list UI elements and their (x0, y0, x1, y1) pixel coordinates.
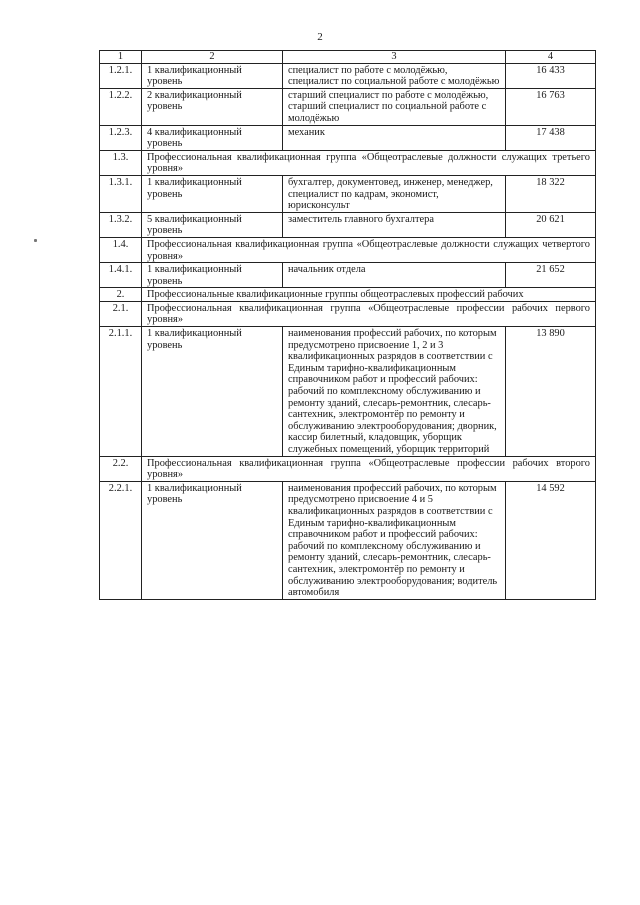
salary-value: 21 652 (506, 263, 596, 288)
table-row (100, 175, 596, 212)
row-number: 1.3.1. (100, 175, 142, 212)
table-row (100, 63, 596, 88)
row-number: 2.1. (100, 301, 142, 326)
row-number: 1.4.1. (100, 263, 142, 288)
position-names: начальник отдела (283, 263, 506, 288)
row-number: 2.2.1. (100, 481, 142, 599)
scan-artifact-dot (34, 239, 37, 242)
group-title: Профессиональная квалификационная группа «Общеотраслевые профессии рабочих второго уровня» (142, 456, 596, 481)
table-header-row (100, 51, 596, 64)
salary-value: 16 433 (506, 63, 596, 88)
table-row (100, 125, 596, 150)
page-number: 2 (317, 31, 323, 43)
qualification-level: 2 квалификационный уровень (142, 88, 283, 125)
table-row (100, 212, 596, 237)
qualification-level: 5 квалификационный уровень (142, 212, 283, 237)
salary-table (99, 50, 596, 600)
row-number: 2. (100, 288, 142, 302)
position-names: механик (283, 125, 506, 150)
qualification-level: 1 квалификационный уровень (142, 63, 283, 88)
row-number: 1.3.2. (100, 212, 142, 237)
header-cell: 1 (100, 51, 142, 64)
group-row (100, 456, 596, 481)
header-cell: 3 (283, 51, 506, 64)
row-number: 1.2.3. (100, 125, 142, 150)
group-title: Профессиональная квалификационная группа «Общеотраслевые профессии рабочих первого уровня» (142, 301, 596, 326)
qualification-level: 1 квалификационный уровень (142, 175, 283, 212)
row-number: 1.2.1. (100, 63, 142, 88)
group-row (100, 301, 596, 326)
salary-value: 14 592 (506, 481, 596, 599)
header-cell: 2 (142, 51, 283, 64)
group-row (100, 237, 596, 262)
position-names: наименования профессий рабочих, по которым предусмотрено присвоение 4 и 5 квалификационных разрядов в соответствии с Единым тарифно-квалификационным справочником работ и профессий рабочих: рабочий по комплексному обслуживанию и ремонту зданий, слесарь-ремонтник, слесарь-сантехник, электромонтёр по ремонту и обслуживанию электрооборудования; водитель автомобиля (283, 481, 506, 599)
qualification-level: 1 квалификационный уровень (142, 263, 283, 288)
qualification-level: 1 квалификационный уровень (142, 481, 283, 599)
group-row (100, 150, 596, 175)
group-title: Профессиональная квалификационная группа «Общеотраслевые должности служащих третьего уровня» (142, 150, 596, 175)
row-number: 1.3. (100, 150, 142, 175)
row-number: 1.4. (100, 237, 142, 262)
group-title: Профессиональные квалификационные группы общеотраслевых профессий рабочих (142, 288, 596, 302)
group-row (100, 288, 596, 302)
salary-value: 17 438 (506, 125, 596, 150)
position-names: специалист по работе с молодёжью, специалист по социальной работе с молодёжью (283, 63, 506, 88)
group-title: Профессиональная квалификационная группа «Общеотраслевые должности служащих четвертого уровня» (142, 237, 596, 262)
qualification-level: 4 квалификационный уровень (142, 125, 283, 150)
position-names: бухгалтер, документовед, инженер, менеджер, специалист по кадрам, экономист, юрисконсульт (283, 175, 506, 212)
salary-value: 20 621 (506, 212, 596, 237)
row-number: 2.2. (100, 456, 142, 481)
salary-value: 18 322 (506, 175, 596, 212)
table-row (100, 481, 596, 599)
row-number: 2.1.1. (100, 327, 142, 457)
position-names: старший специалист по работе с молодёжью, старший специалист по социальной работе с молодёжью (283, 88, 506, 125)
salary-value: 13 890 (506, 327, 596, 457)
position-names: заместитель главного бухгалтера (283, 212, 506, 237)
table-row (100, 263, 596, 288)
table-row (100, 327, 596, 457)
qualification-level: 1 квалификационный уровень (142, 327, 283, 457)
position-names: наименования профессий рабочих, по которым предусмотрено присвоение 1, 2 и 3 квалификационных разрядов в соответствии с Единым тарифно-квалификационным справочником работ и профессий рабочих: рабочий по комплексному обслуживанию и ремонту зданий, слесарь-ремонтник, слесарь-сантехник, электромонтёр по ремонту и обслуживанию электрооборудования; дворник, кассир билетный, кладовщик, уборщик служебных помещений, уборщик территорий (283, 327, 506, 457)
salary-value: 16 763 (506, 88, 596, 125)
header-cell: 4 (506, 51, 596, 64)
row-number: 1.2.2. (100, 88, 142, 125)
table-row (100, 88, 596, 125)
